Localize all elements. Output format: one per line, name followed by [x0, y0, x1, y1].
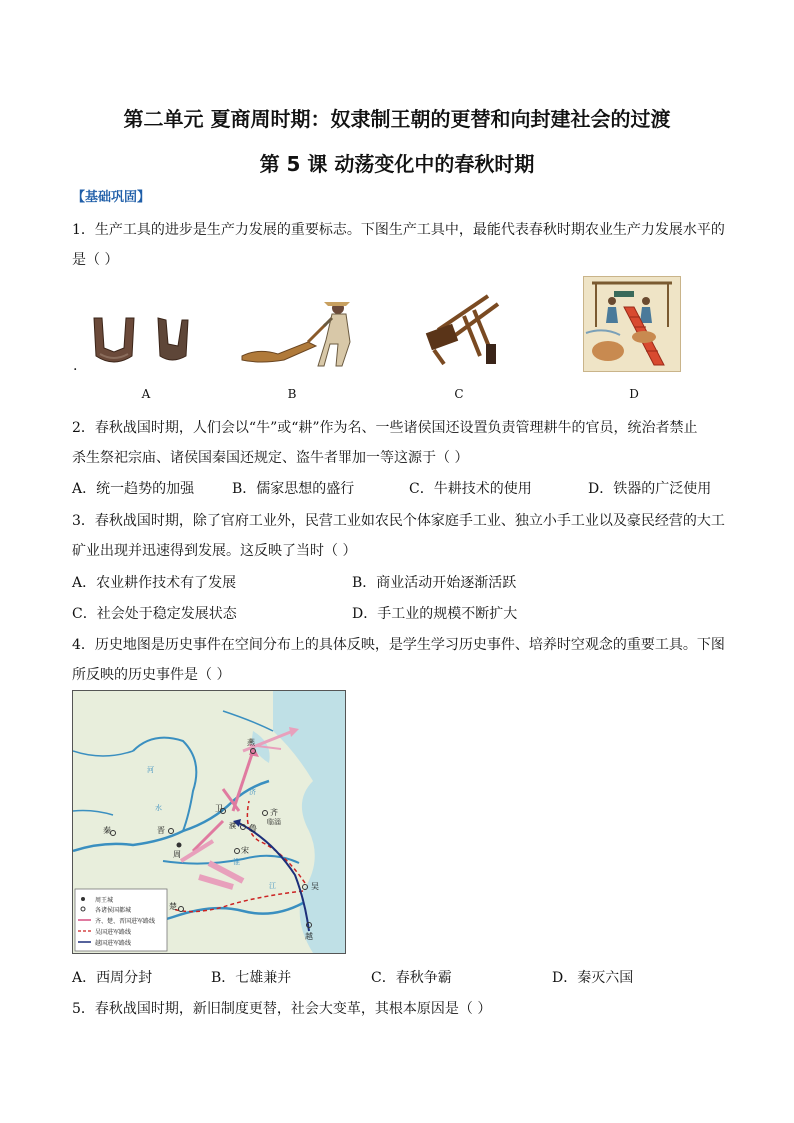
q1-dot: .: [73, 358, 78, 374]
legend-item-capital: 周王城: [95, 897, 114, 904]
legend-item-yue-route: 越国进军路线: [95, 940, 132, 947]
q4-option-b[interactable]: B．七雄兼并: [211, 970, 292, 986]
q2-text-line2: 杀生祭祀宗庙、诸侯国秦国还规定、盗牛者罪加一等这源于（ ）: [72, 450, 469, 466]
q5-text-line1: 5．春秋战国时期，新旧制度更替，社会大变革，其根本原因是（ ）: [72, 1001, 492, 1017]
q4-option-a[interactable]: A．西周分封: [72, 970, 153, 986]
map-label-pu: 濮: [229, 822, 236, 830]
map-label-wu: 吴: [311, 882, 319, 891]
q3-option-d[interactable]: D．手工业的规模不断扩大: [352, 606, 518, 622]
option-d-image-painting: [583, 276, 681, 372]
q3-option-a[interactable]: A．农业耕作技术有了发展: [72, 575, 237, 591]
option-a-image-iron-tools: [88, 310, 198, 370]
q4-option-d[interactable]: D．秦灭六国: [552, 970, 634, 986]
q1-text-line1: 1．生产工具的进步是生产力发展的重要标志。下图生产工具中，最能代表春秋时期农业生产力发展水平的: [72, 222, 725, 238]
lesson-title: 第 5 课 动荡变化中的春秋时期: [259, 152, 535, 176]
map-river-he: 河: [147, 766, 154, 774]
q4-option-c[interactable]: C．春秋争霸: [371, 970, 452, 986]
q2-option-b[interactable]: B．儒家思想的盛行: [232, 481, 355, 497]
option-c-image-wooden-tool: [418, 290, 508, 370]
q4-text-line2: 所反映的历史事件是（ ）: [72, 667, 231, 683]
map-river-jiang: 江: [269, 882, 276, 890]
q1-label-a: A: [141, 387, 151, 401]
legend-item-state-capitals: 各诸侯国都城: [95, 907, 132, 914]
map-label-yue: 越: [305, 932, 313, 941]
unit-title: 第二单元 夏商周时期：奴隶制王朝的更替和向封建社会的过渡: [123, 107, 671, 131]
q2-text-line1: 2．春秋战国时期，人们会以“牛”或“耕”作为名、一些诸侯国还设置负责管理耕牛的官员，统治者禁止: [72, 420, 698, 436]
q1-label-b: B: [287, 387, 297, 401]
q3-text-line2: 矿业出现并迅速得到发展。这反映了当时（ ）: [72, 543, 357, 559]
map-label-jin: 晋: [157, 826, 165, 835]
map-river-ji: 济: [249, 788, 256, 796]
map-label-chu: 楚: [169, 902, 177, 911]
q4-text-line1: 4．历史地图是历史事件在空间分布上的具体反映，是学生学习历史事件、培养时空观念的重要工具。下图: [72, 637, 725, 653]
map-label-lu: 鲁: [249, 824, 257, 833]
map-label-wei: 卫: [215, 804, 223, 813]
map-label-yan: 燕: [247, 738, 255, 747]
q1-text-line2: 是（ ）: [72, 252, 119, 268]
history-map: [72, 690, 346, 954]
map-label-zhou: 周: [173, 850, 181, 859]
q2-option-c[interactable]: C．牛耕技术的使用: [409, 481, 532, 497]
q3-text-line1: 3．春秋战国时期，除了官府工业外，民营工业如农民个体家庭手工业、独立小手工业以及豪民经营的大工: [72, 513, 725, 529]
map-label-linzi: 临淄: [267, 818, 281, 826]
section-label: 【基础巩固】: [72, 190, 151, 205]
map-label-song: 宋: [241, 846, 249, 855]
q1-label-d: D: [629, 387, 639, 401]
option-b-image-ox-plough: [238, 294, 368, 370]
legend-item-wu-route: 吴国进军路线: [95, 929, 132, 936]
q1-label-c: C: [454, 387, 464, 401]
q3-option-b[interactable]: B．商业活动开始逐渐活跃: [352, 575, 517, 591]
q3-option-c[interactable]: C．社会处于稳定发展状态: [72, 606, 237, 622]
q2-option-d[interactable]: D．铁器的广泛使用: [588, 481, 712, 497]
legend-item-qi-chu-jin-routes: 齐、楚、晋国进军路线: [95, 918, 156, 925]
map-label-qin: 秦: [103, 826, 111, 835]
map-river-huai: 淮: [233, 858, 240, 866]
map-label-qi: 齐: [270, 808, 278, 817]
map-river-shui: 水: [155, 804, 162, 812]
q2-option-a[interactable]: A．统一趋势的加强: [72, 481, 195, 497]
